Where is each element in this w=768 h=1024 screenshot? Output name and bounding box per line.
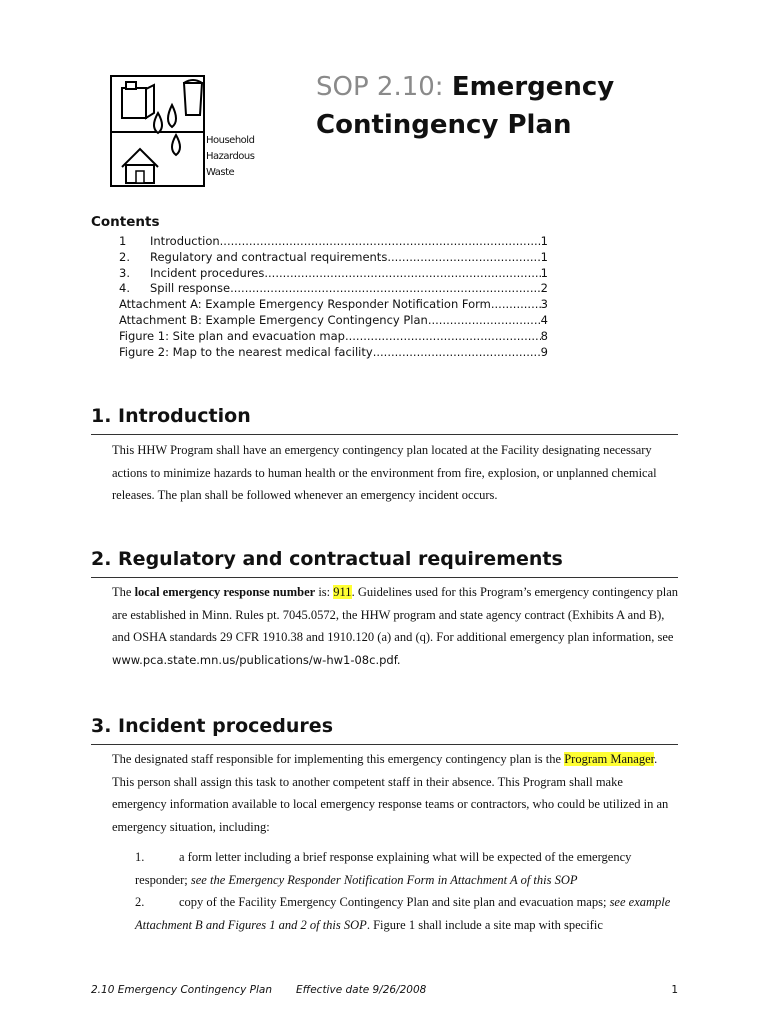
section-heading-regulatory: 2. Regulatory and contractual requirements — [91, 548, 563, 570]
list-text: copy of the Facility Emergency Contingency Plan and site plan and evacuation maps; — [179, 895, 610, 909]
toc-page: 3 — [540, 297, 548, 312]
toc-leader — [387, 250, 540, 266]
emergency-number-highlight: 911 — [333, 585, 352, 599]
toc-leader — [491, 297, 541, 313]
incident-paragraph — [112, 748, 678, 838]
regulatory-paragraph — [112, 581, 678, 671]
list-number: 2. — [135, 895, 145, 909]
toc-leader — [230, 281, 541, 297]
toc-leader — [428, 313, 541, 329]
section-divider — [91, 577, 678, 578]
toc-page: 1 — [540, 234, 548, 248]
footer-page-number: 1 — [671, 984, 678, 996]
page-footer — [91, 984, 678, 996]
toc-item[interactable] — [119, 297, 548, 313]
list-reference: see the Emergency Responder Notification Form in Attachment A of this SOP — [190, 872, 578, 887]
text-run: The designated staff responsible for implementing this emergency contingency plan is the — [112, 752, 565, 766]
section-heading-introduction: 1. Introduction — [91, 405, 251, 427]
toc-item[interactable] — [119, 345, 548, 361]
logo-text-line: Waste — [206, 167, 235, 178]
toc-item[interactable] — [119, 234, 548, 250]
text-run: . This person shall assign this task to another competent staff in their absence. This Program shall make emergency information available to local emergency response teams or contractors, who could be utilized in an emergency situation, including: — [112, 752, 669, 834]
table-of-contents — [119, 234, 548, 360]
toc-leader — [264, 266, 540, 282]
toc-leader — [373, 345, 541, 361]
toc-label: Attachment A: Example Emergency Responder Notification Form — [119, 297, 491, 312]
list-text: . Figure 1 shall include a site map with specific — [366, 917, 603, 932]
toc-number: 3. — [119, 265, 130, 280]
toc-number: 1 — [119, 234, 127, 248]
sop-number: SOP 2.10: — [316, 72, 444, 102]
section-divider — [91, 434, 678, 435]
list-item — [135, 846, 680, 891]
toc-label: Spill response — [150, 281, 231, 296]
toc-page: 8 — [540, 328, 548, 343]
toc-leader — [345, 329, 541, 345]
toc-page: 2 — [540, 281, 548, 296]
toc-item[interactable] — [119, 266, 548, 282]
toc-label: Figure 1: Site plan and evacuation map — [119, 328, 345, 343]
toc-number: 4. — [119, 281, 130, 296]
logo-text — [206, 133, 254, 181]
text-run: is: — [315, 585, 334, 599]
title-part2: Contingency Plan — [316, 110, 572, 140]
toc-label: Attachment B: Example Emergency Contingency Plan — [119, 312, 428, 327]
toc-page: 1 — [540, 265, 548, 280]
toc-page: 4 — [540, 312, 548, 327]
footer-effective-date: Effective date 9/26/2008 — [296, 984, 427, 996]
list-item — [135, 891, 680, 936]
toc-item[interactable] — [119, 329, 548, 345]
footer-title: 2.10 Emergency Contingency Plan — [91, 984, 273, 996]
toc-label: Regulatory and contractual requirements — [150, 249, 388, 264]
section-divider — [91, 744, 678, 745]
text-run: The — [112, 585, 135, 599]
publication-url[interactable]: www.pca.state.mn.us/publications/w-hw1-08c.pdf. — [112, 652, 401, 667]
list-number: 1. — [135, 850, 145, 864]
list-reference: see example Attachment B and Figures 1 and 2 of this SOP — [135, 895, 671, 932]
section-heading-incident-procedures: 3. Incident procedures — [91, 715, 333, 737]
text-run: . Guidelines used for this Program’s emergency contingency plan are established in Minn. Rules pt. 7045.0572, the HHW program and state agency contract (Exhibits A and B), and OSHA standards 29 CFR 1910.38 and 1910.120 (a) and (q). For additional emergency plan information, see — [112, 585, 678, 644]
logo-text-line: Hazardous — [206, 151, 255, 162]
contents-heading: Contents — [91, 214, 160, 230]
title-part1: Emergency — [451, 72, 615, 102]
toc-number: 2. — [119, 249, 130, 264]
emergency-info-list — [135, 846, 680, 936]
toc-page: 9 — [540, 344, 548, 359]
toc-item[interactable] — [119, 281, 548, 297]
toc-leader — [220, 234, 541, 250]
hhw-logo — [110, 75, 295, 187]
emergency-number-label: local emergency response number — [134, 585, 316, 599]
list-text: a form letter including a brief response explaining what will be expected of the emergency responder; — [135, 850, 632, 887]
toc-label: Introduction — [150, 234, 220, 248]
hhw-logo-graphic — [110, 75, 295, 187]
toc-page: 1 — [540, 249, 548, 264]
introduction-paragraph: This HHW Program shall have an emergency contingency plan located at the Facility designating necessary actions to minimize hazards to human health or the environment from fire, explosion, or unplanned chemical releases. The plan shall be followed whenever an emergency incident occurs. — [112, 443, 657, 502]
toc-item[interactable] — [119, 250, 548, 266]
toc-label: Figure 2: Map to the nearest medical facility — [119, 344, 373, 359]
logo-text-line: Household — [206, 135, 255, 146]
document-title — [316, 72, 614, 102]
toc-label: Incident procedures — [150, 265, 265, 280]
designated-role-highlight: Program Manager — [564, 752, 655, 766]
toc-item[interactable] — [119, 313, 548, 329]
